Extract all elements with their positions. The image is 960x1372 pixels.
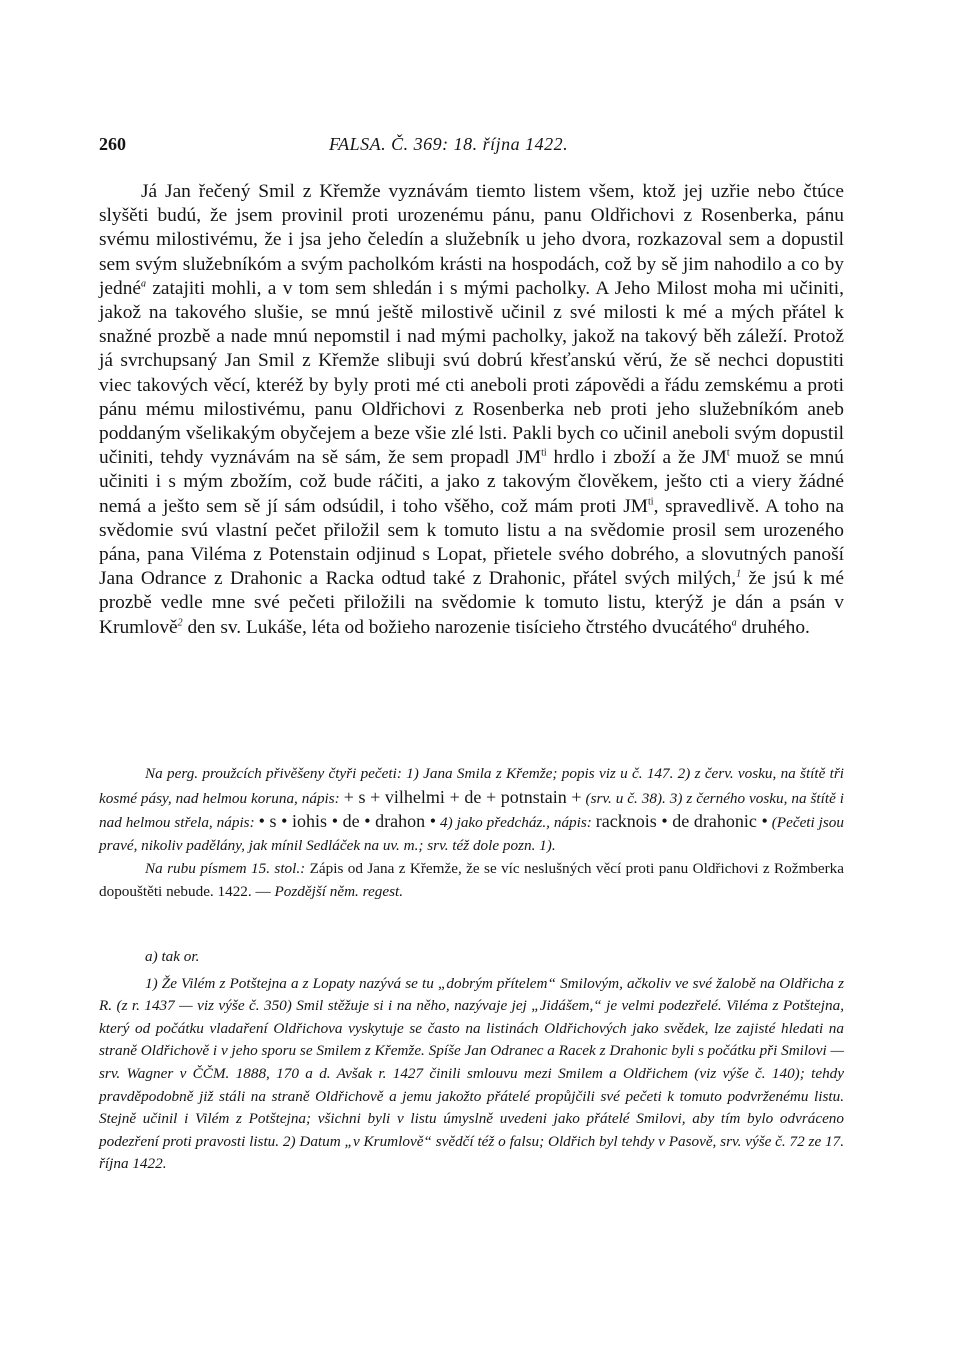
seal-paragraph xyxy=(99,763,844,857)
charter-text-part: druhého. xyxy=(736,616,810,638)
apparatus-text: (Pečeti jsou pravé, nikoliv padělány, jak mínil Sedláček na uv. m.; srv. též dole pozn. 1). xyxy=(99,814,844,854)
page-number: 260 xyxy=(99,134,126,154)
variant-marker: a xyxy=(141,278,146,290)
charter-text-part: Já Jan řečený Smil z Křemže vyznávám tiemto listem všem, ktož jej uzřie nebo čtúce slyšěti budú, že jsem provinil proti urozenému pánu, panu Oldřichovi z Rosenberka, pánu svému milostivému, že i jsa jeho čeledín a služebník u jeho dvora, rozkazoval sem a dopustil sem svým služebníkóm a svým pacholkóm krásti na hospodách, což by sě jim nahodilo a co by jedné xyxy=(99,181,844,299)
abbreviation-superscript: ti xyxy=(648,496,654,508)
footnote-marker: 2 xyxy=(177,617,183,629)
page-header xyxy=(99,134,844,158)
charter-paragraph xyxy=(99,180,844,640)
charter-text-part: že jsú k mé prozbě vedle mne své pečeti přiložili na svědomie k tomuto listu, kterýž je dán a psán v Krumlově xyxy=(99,568,844,638)
apparatus-text: (srv. u č. 38). 3) z černého vosku, na štítě i nad helmou střela, nápis: xyxy=(99,789,844,831)
abbreviation-superscript: ti xyxy=(541,447,547,459)
charter-text-part: hrdlo i zboží a že JM xyxy=(546,447,727,469)
footnotes xyxy=(99,946,844,1176)
seal-description xyxy=(99,763,844,903)
dorsal-note xyxy=(99,858,844,903)
dorsal-regest: Pozdější něm. regest. xyxy=(274,882,403,900)
charter-text-part: muož se mnú učiniti i s mým zbožím, což bude ráčiti, a jako z takovým člověkem, ješto cti a viery žádné nemá a ješto sem sě jí sám odsúdil, i toho všěho, což mám proti JM xyxy=(99,447,844,517)
abbreviation-superscript: t xyxy=(726,447,730,459)
footnote-text: 1) Že Vilém z Potštejna a z Lopaty nazývá se tu „dobrým přítelem“ Smilovým, ačkoliv ve své žalobě na Oldřicha z R. (z r. 1437 — viz výše č. 350) Smil stěžuje si i na něho, nazývaje jej „Jidášem,“ je velmi podezřelé. Viléma z Potštejna, který od počátku vladaření Oldřichova vyskytuje se často na listinách Oldřichových jako svědek, lze zajisté hledati na straně Oldřichově i v jeho sporu se Smilem z Křemže. Spíše Jan Odranec a Racek z Drahonic byli s počátku při Smilovi — srv. Wagner v ČČM. 1888, 170 a d. Avšak r. 1427 činili smlouvu mezi Smilem a Oldřichem (viz výše č. 140); tehdy pravděpodobně již stáli na straně Oldřichově a jemu jakožto přátelé propůjčili své pečeti k tomuto podvrženému listu. Stejně učinil i Vilém z Potštejna; všichni byli v listu úmyslně uvedeni jako přátelé Smilovi, aby tím bylo odvráceno podezření proti pravosti listu. 2) Datum „v Krumlově“ svědčí též o falsu; Oldřich byl tehdy v Pasově, srv. výše č. 72 ze 17. října 1422. xyxy=(99,974,844,1173)
charter-text xyxy=(99,180,844,640)
seal-legend: + s + vilhelmi + de + potnstain + xyxy=(343,786,582,807)
dorsal-text: Zápis od Jana z Křemže, že se víc neslušných věcí proti panu Oldřichovi z Rožmberka dopouštěti nebude. 1422. — xyxy=(99,860,844,900)
charter-text-part: zatajiti mohli, a v tom sem shledán i s mými pacholky. A Jeho Milost moha mi učiniti, jakož na takového slušie, se mnú ještě milostivě učinil z své milosti k mé a mých přátel k snažné prozbě a nade mnú nepomstil i nad mými pacholky, jakož na takový běh záleží. Protož já svrchupsaný Jan Smil z Křemže slibuji svú dobrú křesťanskú věrú, že sě nechci dopustiti viec takových věcí, kteréž by byly proti mé cti aneboli proti zápovědi a řádu zemskému a proti pánu mému milostivému, panu Oldřichovi z Rosenberka neb proti jeho služebníkóm aneb poddaným všelikakým obyčejem a beze všie zlé lsti. Pakli bych co učinil aneboli svým dopustil učiniti, tehdy vyznávám na sě sám, že sem propadl JM xyxy=(99,277,844,469)
variant-marker: a xyxy=(731,617,737,629)
footnote-marker: 1 xyxy=(736,568,742,580)
apparatus-text: Na perg. proužcích přivěšeny čtyři pečeti: 1) Jana Smila z Křemže; popis viz u č. 147. 2) z červ. vosku, na štítě tři kosmé pásy, nad helmou koruna, nápis: xyxy=(99,765,844,807)
charter-text-part: , spravedlivě. A toho na svědomie svú vlastní pečet přiložil sem k tomuto listu a na svědomie prosil sem urozeného pána, pana Viléma z Potenstain odjinud s Lopat, přietele svého dobrého, a slovutných panoší Jana Odrance z Drahonic a Racka odtud také z Drahonic, přátel svých milých, xyxy=(99,495,844,590)
seal-legend: • s • iohis • de • drahon • xyxy=(258,811,437,831)
running-head: FALSA. Č. 369: 18. října 1422. xyxy=(329,134,569,154)
apparatus-text: 4) jako předcház., nápis: xyxy=(436,814,596,831)
seal-legend: racknois • de drahonic • xyxy=(595,811,768,831)
charter-text-part: den sv. Lukáše, léta od božieho narozenie tisícieho čtrstého dvucátého xyxy=(182,616,732,638)
variant-note: a) tak or. xyxy=(145,948,200,965)
dorsal-label: Na rubu písmem 15. stol.: xyxy=(145,860,306,877)
